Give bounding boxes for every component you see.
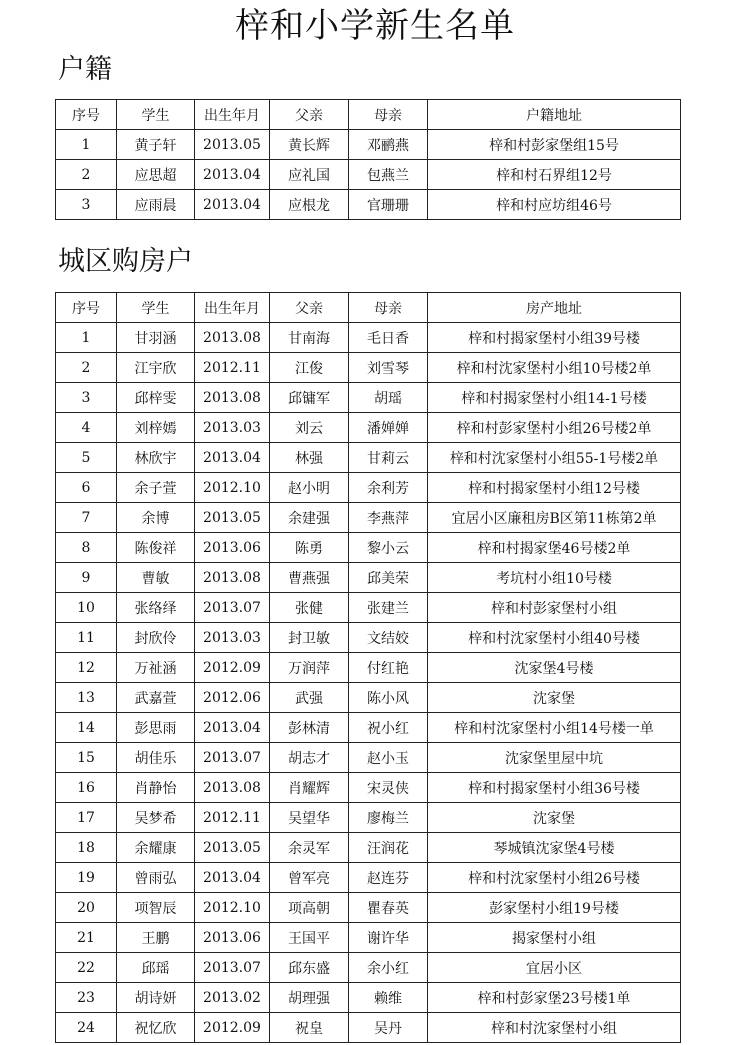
cell-col-mother: 吴丹 — [349, 1013, 428, 1043]
cell-col-student: 邱梓雯 — [117, 383, 195, 413]
cell-col-student: 余子萱 — [117, 473, 195, 503]
cell-col-mother: 汪润花 — [349, 833, 428, 863]
table-row — [56, 383, 681, 413]
table-row — [56, 653, 681, 683]
cell-col-father: 肖耀辉 — [270, 773, 349, 803]
cell-col-student: 胡诗妍 — [117, 983, 195, 1013]
cell-col-mother: 张建兰 — [349, 593, 428, 623]
cell-col-mother: 瞿春英 — [349, 893, 428, 923]
cell-col-birth: 2013.05 — [195, 130, 270, 160]
cell-col-father: 应根龙 — [270, 190, 349, 220]
cell-col-father: 邱东盛 — [270, 953, 349, 983]
cell-col-mother: 官珊珊 — [349, 190, 428, 220]
table-row — [56, 863, 681, 893]
cell-col-student: 项智辰 — [117, 893, 195, 923]
cell-col-mother: 邱美荣 — [349, 563, 428, 593]
cell-col-birth: 2013.07 — [195, 953, 270, 983]
cell-col-father: 祝皇 — [270, 1013, 349, 1043]
cell-col-number: 9 — [56, 563, 117, 593]
cell-col-address: 梓和村应坊组46号 — [428, 190, 681, 220]
table-row — [56, 503, 681, 533]
cell-col-number: 8 — [56, 533, 117, 563]
cell-col-number: 18 — [56, 833, 117, 863]
cell-col-mother: 黎小云 — [349, 533, 428, 563]
table-row — [56, 713, 681, 743]
cell-col-father: 项高朝 — [270, 893, 349, 923]
cell-col-number: 11 — [56, 623, 117, 653]
cell-col-birth: 2012.11 — [195, 353, 270, 383]
cell-col-mother: 毛日香 — [349, 323, 428, 353]
hukou-table — [55, 99, 681, 220]
cell-col-number: 6 — [56, 473, 117, 503]
cell-col-student: 余博 — [117, 503, 195, 533]
cell-col-father: 邱镛军 — [270, 383, 349, 413]
cell-col-address: 沈家堡4号楼 — [428, 653, 681, 683]
cell-col-mother: 文结姣 — [349, 623, 428, 653]
cell-col-address: 沈家堡 — [428, 683, 681, 713]
cell-col-number: 2 — [56, 353, 117, 383]
cell-col-student: 封欣伶 — [117, 623, 195, 653]
table-row — [56, 1013, 681, 1043]
cell-col-father: 赵小明 — [270, 473, 349, 503]
table-row — [56, 983, 681, 1013]
cell-col-number: 20 — [56, 893, 117, 923]
cell-col-number: 4 — [56, 413, 117, 443]
cell-col-student: 陈俊祥 — [117, 533, 195, 563]
cell-col-student: 江宇欣 — [117, 353, 195, 383]
cell-col-mother: 李燕萍 — [349, 503, 428, 533]
cell-col-student: 曹敏 — [117, 563, 195, 593]
cell-col-number: 10 — [56, 593, 117, 623]
cell-col-birth: 2013.08 — [195, 323, 270, 353]
cell-col-mother: 潘婵婵 — [349, 413, 428, 443]
header-col-mother: 母亲 — [349, 293, 428, 323]
header-col-student: 学生 — [117, 100, 195, 130]
cell-col-birth: 2013.04 — [195, 160, 270, 190]
cell-col-number: 16 — [56, 773, 117, 803]
cell-col-birth: 2013.03 — [195, 623, 270, 653]
cell-col-father: 黄长辉 — [270, 130, 349, 160]
cell-col-address: 琴城镇沈家堡4号楼 — [428, 833, 681, 863]
table-row — [56, 773, 681, 803]
cell-col-father: 甘南海 — [270, 323, 349, 353]
cell-col-birth: 2013.04 — [195, 863, 270, 893]
cell-col-address: 梓和村沈家堡村小组55-1号楼2单 — [428, 443, 681, 473]
cell-col-father: 林强 — [270, 443, 349, 473]
cell-col-mother: 付红艳 — [349, 653, 428, 683]
cell-col-student: 武嘉萱 — [117, 683, 195, 713]
cell-col-father: 江俊 — [270, 353, 349, 383]
cell-col-address: 沈家堡里屋中坑 — [428, 743, 681, 773]
table-row — [56, 683, 681, 713]
cell-col-mother: 宋灵侠 — [349, 773, 428, 803]
header-col-birth: 出生年月 — [195, 100, 270, 130]
page-title: 梓和小学新生名单 — [235, 6, 515, 46]
table-header-row — [56, 100, 681, 130]
cell-col-address: 考坑村小组10号楼 — [428, 563, 681, 593]
cell-col-number: 12 — [56, 653, 117, 683]
cell-col-number: 2 — [56, 160, 117, 190]
cell-col-student: 张络绎 — [117, 593, 195, 623]
cell-col-number: 21 — [56, 923, 117, 953]
cell-col-address: 梓和村彭家堡23号楼1单 — [428, 983, 681, 1013]
cell-col-mother: 祝小红 — [349, 713, 428, 743]
table-row — [56, 743, 681, 773]
table-row — [56, 443, 681, 473]
cell-col-father: 刘云 — [270, 413, 349, 443]
cell-col-number: 15 — [56, 743, 117, 773]
header-col-number: 序号 — [56, 293, 117, 323]
header-col-number: 序号 — [56, 100, 117, 130]
cell-col-mother: 余利芳 — [349, 473, 428, 503]
house-buyers-table — [55, 292, 681, 1043]
cell-col-number: 23 — [56, 983, 117, 1013]
cell-col-birth: 2013.05 — [195, 503, 270, 533]
cell-col-birth: 2013.08 — [195, 383, 270, 413]
cell-col-student: 王鹏 — [117, 923, 195, 953]
cell-col-birth: 2013.04 — [195, 190, 270, 220]
table-row — [56, 893, 681, 923]
cell-col-mother: 廖梅兰 — [349, 803, 428, 833]
cell-col-birth: 2013.04 — [195, 443, 270, 473]
cell-col-father: 胡理强 — [270, 983, 349, 1013]
section-heading-house-buyers: 城区购房户 — [58, 246, 193, 277]
cell-col-father: 应礼国 — [270, 160, 349, 190]
cell-col-address: 梓和村沈家堡村小组14号楼一单 — [428, 713, 681, 743]
cell-col-address: 梓和村揭家堡46号楼2单 — [428, 533, 681, 563]
cell-col-number: 14 — [56, 713, 117, 743]
header-col-birth: 出生年月 — [195, 293, 270, 323]
cell-col-address: 梓和村彭家堡村小组 — [428, 593, 681, 623]
cell-col-birth: 2013.03 — [195, 413, 270, 443]
cell-col-mother: 邓鹂燕 — [349, 130, 428, 160]
cell-col-address: 梓和村揭家堡村小组12号楼 — [428, 473, 681, 503]
cell-col-mother: 甘莉云 — [349, 443, 428, 473]
cell-col-student: 万祉涵 — [117, 653, 195, 683]
cell-col-mother: 赵小玉 — [349, 743, 428, 773]
cell-col-address: 宜居小区 — [428, 953, 681, 983]
cell-col-student: 彭思雨 — [117, 713, 195, 743]
cell-col-number: 3 — [56, 383, 117, 413]
cell-col-student: 吴梦希 — [117, 803, 195, 833]
cell-col-student: 邱瑶 — [117, 953, 195, 983]
cell-col-father: 余灵军 — [270, 833, 349, 863]
cell-col-student: 黄子轩 — [117, 130, 195, 160]
cell-col-number: 19 — [56, 863, 117, 893]
cell-col-address: 梓和村彭家堡村小组26号楼2单 — [428, 413, 681, 443]
cell-col-father: 余建强 — [270, 503, 349, 533]
cell-col-mother: 赖维 — [349, 983, 428, 1013]
header-col-father: 父亲 — [270, 100, 349, 130]
section-heading-hukou: 户籍 — [58, 54, 112, 85]
cell-col-number: 5 — [56, 443, 117, 473]
cell-col-address: 梓和村沈家堡村小组40号楼 — [428, 623, 681, 653]
cell-col-father: 彭林清 — [270, 713, 349, 743]
cell-col-address: 梓和村沈家堡村小组26号楼 — [428, 863, 681, 893]
cell-col-birth: 2012.10 — [195, 473, 270, 503]
cell-col-mother: 赵连芬 — [349, 863, 428, 893]
table-row — [56, 533, 681, 563]
header-col-father: 父亲 — [270, 293, 349, 323]
cell-col-mother: 谢许华 — [349, 923, 428, 953]
cell-col-number: 13 — [56, 683, 117, 713]
table-row — [56, 953, 681, 983]
table-row — [56, 473, 681, 503]
cell-col-father: 胡志才 — [270, 743, 349, 773]
cell-col-address: 梓和村揭家堡村小组14-1号楼 — [428, 383, 681, 413]
table-row — [56, 353, 681, 383]
cell-col-number: 17 — [56, 803, 117, 833]
cell-col-mother: 胡瑶 — [349, 383, 428, 413]
table-row — [56, 593, 681, 623]
cell-col-address: 宜居小区廉租房B区第11栋第2单 — [428, 503, 681, 533]
cell-col-father: 万润萍 — [270, 653, 349, 683]
table-row — [56, 563, 681, 593]
cell-col-birth: 2012.09 — [195, 1013, 270, 1043]
cell-col-address: 梓和村沈家堡村小组 — [428, 1013, 681, 1043]
cell-col-birth: 2012.06 — [195, 683, 270, 713]
cell-col-number: 24 — [56, 1013, 117, 1043]
table-row — [56, 923, 681, 953]
cell-col-number: 3 — [56, 190, 117, 220]
cell-col-address: 梓和村揭家堡村小组36号楼 — [428, 773, 681, 803]
cell-col-student: 应思超 — [117, 160, 195, 190]
cell-col-father: 张健 — [270, 593, 349, 623]
cell-col-address: 揭家堡村小组 — [428, 923, 681, 953]
cell-col-number: 7 — [56, 503, 117, 533]
cell-col-father: 曹燕强 — [270, 563, 349, 593]
header-col-address: 房产地址 — [428, 293, 681, 323]
table-row — [56, 623, 681, 653]
cell-col-student: 胡佳乐 — [117, 743, 195, 773]
cell-col-mother: 余小红 — [349, 953, 428, 983]
cell-col-birth: 2013.08 — [195, 563, 270, 593]
cell-col-father: 封卫敏 — [270, 623, 349, 653]
cell-col-mother: 刘雪琴 — [349, 353, 428, 383]
cell-col-mother: 包燕兰 — [349, 160, 428, 190]
cell-col-student: 余耀康 — [117, 833, 195, 863]
cell-col-number: 1 — [56, 130, 117, 160]
cell-col-birth: 2013.07 — [195, 743, 270, 773]
cell-col-number: 22 — [56, 953, 117, 983]
table-row — [56, 160, 681, 190]
cell-col-address: 彭家堡村小组19号楼 — [428, 893, 681, 923]
cell-col-birth: 2013.02 — [195, 983, 270, 1013]
cell-col-birth: 2012.09 — [195, 653, 270, 683]
table-row — [56, 190, 681, 220]
cell-col-student: 刘梓嫣 — [117, 413, 195, 443]
cell-col-address: 沈家堡 — [428, 803, 681, 833]
table-row — [56, 803, 681, 833]
cell-col-student: 林欣宇 — [117, 443, 195, 473]
cell-col-birth: 2013.06 — [195, 533, 270, 563]
cell-col-number: 1 — [56, 323, 117, 353]
cell-col-father: 王国平 — [270, 923, 349, 953]
cell-col-address: 梓和村揭家堡村小组39号楼 — [428, 323, 681, 353]
cell-col-student: 甘羽涵 — [117, 323, 195, 353]
cell-col-student: 肖静怡 — [117, 773, 195, 803]
cell-col-birth: 2013.07 — [195, 593, 270, 623]
cell-col-birth: 2012.11 — [195, 803, 270, 833]
cell-col-birth: 2013.05 — [195, 833, 270, 863]
header-col-address: 户籍地址 — [428, 100, 681, 130]
cell-col-father: 陈勇 — [270, 533, 349, 563]
cell-col-student: 祝忆欣 — [117, 1013, 195, 1043]
table-row — [56, 130, 681, 160]
header-col-mother: 母亲 — [349, 100, 428, 130]
cell-col-birth: 2013.08 — [195, 773, 270, 803]
table-row — [56, 323, 681, 353]
cell-col-father: 吴望华 — [270, 803, 349, 833]
table-row — [56, 833, 681, 863]
cell-col-birth: 2013.04 — [195, 713, 270, 743]
cell-col-address: 梓和村石界组12号 — [428, 160, 681, 190]
cell-col-address: 梓和村彭家堡组15号 — [428, 130, 681, 160]
cell-col-address: 梓和村沈家堡村小组10号楼2单 — [428, 353, 681, 383]
cell-col-father: 曾军亮 — [270, 863, 349, 893]
header-col-student: 学生 — [117, 293, 195, 323]
table-header-row — [56, 293, 681, 323]
cell-col-student: 曾雨弘 — [117, 863, 195, 893]
cell-col-father: 武强 — [270, 683, 349, 713]
table-row — [56, 413, 681, 443]
cell-col-birth: 2013.06 — [195, 923, 270, 953]
cell-col-mother: 陈小风 — [349, 683, 428, 713]
cell-col-birth: 2012.10 — [195, 893, 270, 923]
cell-col-student: 应雨晨 — [117, 190, 195, 220]
